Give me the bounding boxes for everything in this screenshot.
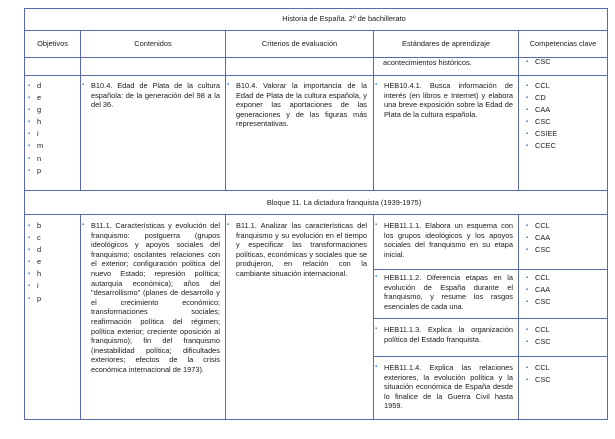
rule — [24, 57, 608, 58]
estandar-heb11-1-3: ▪ HEB11.1.3. Explica la organización política del Estado franquista. — [384, 325, 513, 344]
rule — [607, 8, 608, 420]
competencia-item: ▪ CSC — [526, 56, 604, 68]
objetivo-item: ▪ b — [28, 220, 76, 232]
rule — [374, 318, 608, 319]
competencias-list — [526, 56, 604, 68]
competencia-item: ▪ CCL — [526, 220, 604, 232]
rule — [24, 30, 608, 31]
criterio-b11-1: ▪ B11.1. Analizar las características del franquismo y su evolución en el tiempo y especificar las transformaciones políticas, económicas y sociales que se produjeron, en relación con la cambiante situación internacional. — [236, 221, 367, 279]
block-11-title: Bloque 11. La dictadura franquista (1939-1975) — [266, 198, 422, 207]
rule — [24, 214, 608, 215]
rule — [373, 30, 374, 191]
objetivo-item: ▪ p — [28, 165, 76, 177]
competencias-list — [526, 272, 604, 308]
header-contenidos: Contenidos — [134, 39, 172, 48]
competencia-item: ▪ CAA — [526, 232, 604, 244]
rule — [225, 214, 226, 420]
competencia-item: ▪ CSC — [526, 116, 604, 128]
rule — [374, 269, 608, 270]
rule — [80, 30, 81, 191]
competencias-list — [526, 80, 604, 153]
competencias-list — [526, 220, 604, 256]
competencia-item: ▪ CSC — [526, 244, 604, 256]
rule — [80, 214, 81, 420]
objetivo-item: ▪ e — [28, 92, 76, 104]
contenido-b11-1: ▪ B11.1. Características y evolución del franquismo: postguerra (grupos ideológicos y apoyos sociales del franquismo; oscilantes relaciones con el exterior; configuración política del nuevo Estado; represión política; autarquía económica); años del "desarrollismo" (planes de desarrollo y el crecimiento económico; transformaciones sociales; reafirmación política del régimen; política exterior; creciente oposición al franquismo); fin del franquismo (inestabilidad política; dificultades exteriores; efectos de la crisis económica internacional de 1973). — [91, 221, 220, 375]
competencia-item: ▪ CAA — [526, 284, 604, 296]
objetivo-item: ▪ n — [28, 153, 76, 165]
competencia-item: ▪ CCL — [526, 80, 604, 92]
rule — [24, 75, 608, 76]
objetivo-item: ▪ i — [28, 128, 76, 140]
objetivos-list — [28, 80, 76, 177]
objetivo-item: ▪ d — [28, 80, 76, 92]
header-estandares: Estándares de aprendizaje — [402, 39, 490, 48]
competencias-list — [526, 362, 604, 386]
header-criterios: Criterios de evaluación — [261, 39, 338, 48]
competencia-item: ▪ CAA — [526, 104, 604, 116]
competencia-item: ▪ CCL — [526, 272, 604, 284]
estandar-heb11-1-2: ▪ HEB11.1.2. Diferencia etapas en la evolución de España durante el franquismo, y resume los rasgos esenciales de cada una. — [384, 273, 513, 311]
objetivo-item: ▪ h — [28, 268, 76, 280]
table-title: Historia de España. 2º de bachillerato — [282, 14, 406, 23]
criterio-b10-4: ▪ B10.4. Valorar la importancia de la Edad de Plata de la cultura española, y exponer las aportaciones de las generaciones y de las figuras más representativas. — [236, 81, 367, 129]
competencia-item: ▪ CSC — [526, 296, 604, 308]
rule — [24, 8, 25, 420]
competencia-item: ▪ CCL — [526, 362, 604, 374]
rule — [518, 30, 519, 191]
rule — [518, 214, 519, 420]
rule — [24, 8, 608, 9]
competencias-list — [526, 324, 604, 348]
objetivo-item: ▪ d — [28, 244, 76, 256]
competencia-item: ▪ CSIEE — [526, 128, 604, 140]
objetivo-item: ▪ i — [28, 280, 76, 292]
objetivo-item: ▪ c — [28, 232, 76, 244]
competencia-item: ▪ CSC — [526, 336, 604, 348]
objetivo-item: ▪ p — [28, 293, 76, 305]
estandar-heb10-4-1: ▪ HEB10.4.1. Busca información de interés (en libros e Internet) y elabora una breve exposición sobre la Edad de Plata de la cultura española. — [384, 81, 513, 119]
rule — [225, 30, 226, 191]
objetivo-item: ▪ m — [28, 140, 76, 152]
objetivo-item: ▪ e — [28, 256, 76, 268]
competencia-item: ▪ CCL — [526, 324, 604, 336]
header-objetivos: Objetivos — [37, 39, 68, 48]
rule — [24, 419, 608, 420]
objetivos-list — [28, 220, 76, 305]
competencia-item: ▪ CD — [526, 92, 604, 104]
header-competencias: Competencias clave — [529, 39, 597, 48]
competencia-item: ▪ CCEC — [526, 140, 604, 152]
competencia-item: ▪ CSC — [526, 374, 604, 386]
estandar-heb11-1-4: ▪ HEB11.1.4. Explica las relaciones exteriores, la evolución política y la situación económica de España desde lo finalice de la Guerra Civil hasta 1959. — [384, 363, 513, 411]
objetivo-item: ▪ h — [28, 116, 76, 128]
rule — [24, 190, 608, 191]
standard-continuation: acontecimientos históricos. — [383, 58, 472, 67]
estandar-heb11-1-1: ▪ HEB11.1.1. Elabora un esquema con los grupos ideológicos y los apoyos sociales del franquismo en su etapa inicial. — [384, 221, 513, 259]
curriculum-table — [24, 8, 608, 420]
contenido-b10-4: ▪ B10.4. Edad de Plata de la cultura española: de la generación del 98 a la del 36. — [91, 81, 220, 110]
objetivo-item: ▪ g — [28, 104, 76, 116]
rule — [374, 356, 608, 357]
rule — [373, 214, 374, 420]
